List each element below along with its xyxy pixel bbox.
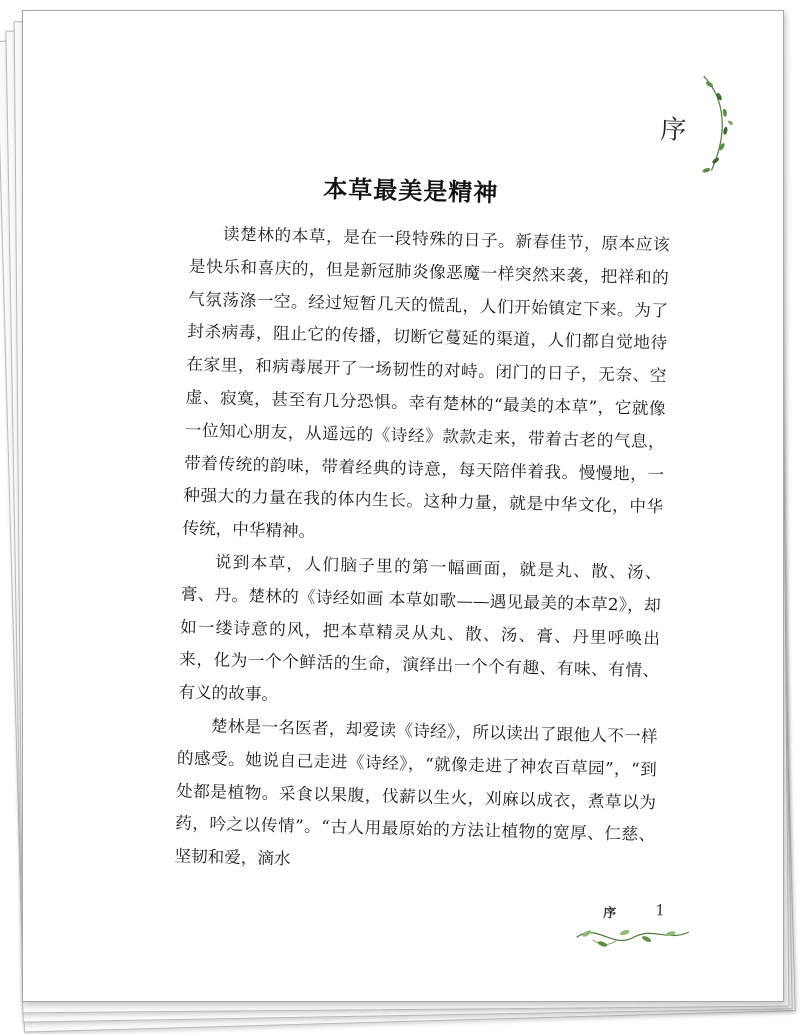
paragraph: 楚林是一名医者，却爱读《诗经》，所以读出了跟他人不一样的感受。她说自己走进《诗经》，“就像走进了神农百草园”，“到处都是植物。采食以果腹，伐薪以生火，刈麻以成衣，煮草以为药，吟之以传情”。“古人用最原始的方法让植物的宽厚、仁慈、坚韧和爱，滴水 bbox=[174, 716, 658, 869]
body-text bbox=[174, 218, 670, 885]
page-title: 本草最美是精神 bbox=[323, 173, 499, 208]
section-label: 序 bbox=[660, 115, 687, 146]
page-footer bbox=[572, 901, 713, 964]
page-content bbox=[22, 10, 784, 1002]
book-page bbox=[22, 10, 784, 1002]
footer-vine-icon bbox=[572, 915, 693, 958]
paragraph: 说到本草，人们脑子里的第一幅画面，就是丸、散、汤、膏、丹。楚林的《诗经如画 本草如歌——遇见最美的本草2》，却如一缕诗意的风，把本草精灵从丸、散、汤、膏、丹里呼唤出来，化为一个个鲜活的生命，演绎出一个个有趣、有味、有情、有义的故事。 bbox=[178, 552, 662, 705]
page-number: 1 bbox=[655, 901, 666, 920]
paragraph: 读楚林的本草，是在一段特殊的日子。新春佳节，原本应该是快乐和喜庆的，但是新冠肺炎像恶魔一样突然来袭，把祥和的气氛荡涤一空。经过短暂几天的慌乱，人们开始镇定下来。为了封杀病毒，阻止它的传播，切断它蔓延的渠道，人们都自觉地待在家里，和病毒展开了一场韧性的对峙。闭门的日子，无奈、空虚、寂寞，甚至有几分恐惧。幸有楚林的“最美的本草”，它就像一位知心朋友，从遥远的《诗经》款款走来，带着古老的气息，带着传统的韵味，带着经典的诗意，每天陪伴着我。慢慢地，一种强大的力量在我的体内生长。这种力量，就是中华文化，中华传统，中华精神。 bbox=[182, 224, 670, 542]
footer-section-label: 序 bbox=[603, 906, 617, 922]
